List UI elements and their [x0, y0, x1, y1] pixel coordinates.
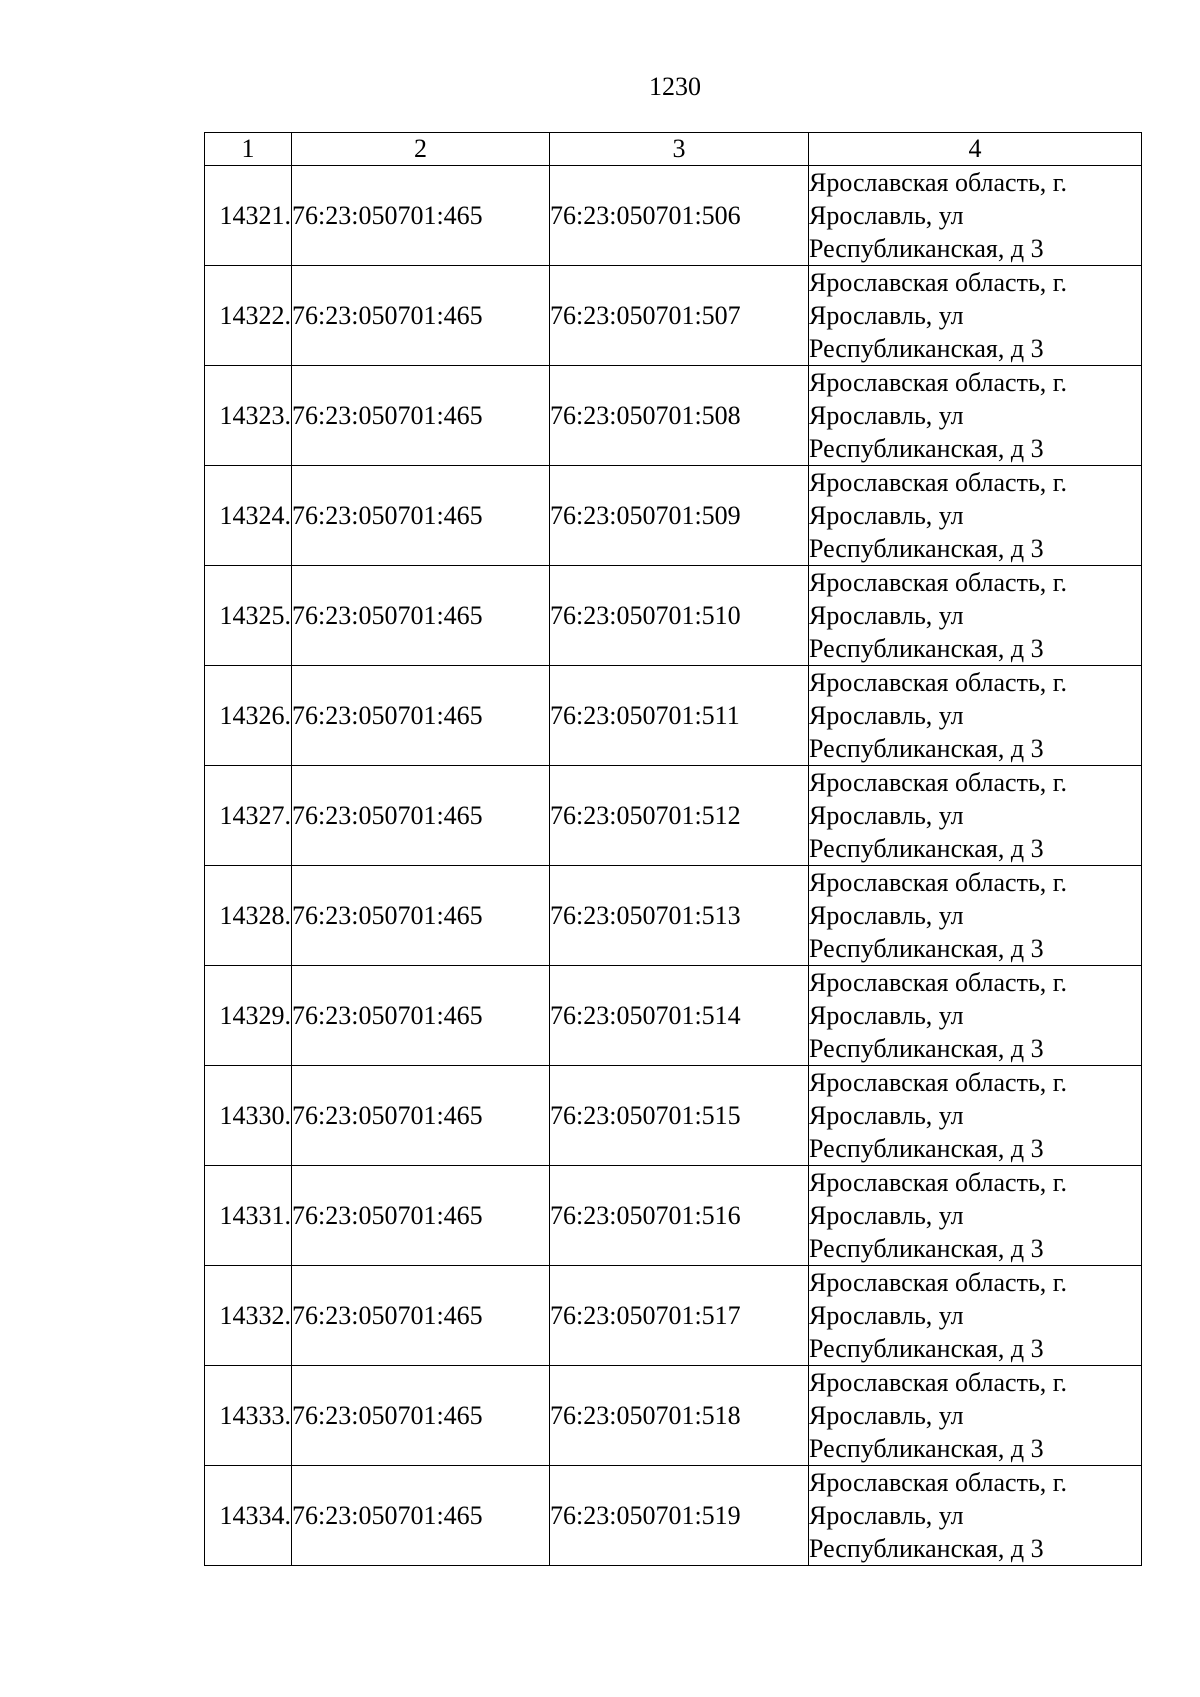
address-cell — [809, 866, 1142, 966]
cadastral-number: 76:23:050701:515 — [550, 1066, 809, 1166]
table-row — [205, 1066, 1142, 1166]
address-cell — [809, 266, 1142, 366]
cadastral-number: 76:23:050701:516 — [550, 1166, 809, 1266]
table-row — [205, 766, 1142, 866]
address-line: Ярославская область, г. — [809, 868, 1068, 897]
address-line: Республиканская, д 3 — [809, 934, 1044, 963]
address-cell — [809, 466, 1142, 566]
address-line: Республиканская, д 3 — [809, 534, 1044, 563]
header-row — [205, 133, 1142, 166]
row-number: 14321. — [205, 166, 292, 266]
parent-cadastral-number: 76:23:050701:465 — [292, 1166, 550, 1266]
address-line: Ярославская область, г. — [809, 1068, 1068, 1097]
address-line: Ярославль, ул — [809, 801, 964, 830]
parent-cadastral-number: 76:23:050701:465 — [292, 1366, 550, 1466]
address-cell — [809, 1066, 1142, 1166]
cadastral-number: 76:23:050701:514 — [550, 966, 809, 1066]
address-cell — [809, 966, 1142, 1066]
cadastral-number: 76:23:050701:507 — [550, 266, 809, 366]
address-line: Ярославская область, г. — [809, 1168, 1068, 1197]
row-number: 14324. — [205, 466, 292, 566]
cadastral-number: 76:23:050701:518 — [550, 1366, 809, 1466]
address-line: Республиканская, д 3 — [809, 834, 1044, 863]
table-body — [205, 166, 1142, 1566]
address-line: Ярославль, ул — [809, 401, 964, 430]
parent-cadastral-number: 76:23:050701:465 — [292, 1466, 550, 1566]
address-line: Республиканская, д 3 — [809, 334, 1044, 363]
cadastral-table — [204, 132, 1142, 1566]
parent-cadastral-number: 76:23:050701:465 — [292, 166, 550, 266]
parent-cadastral-number: 76:23:050701:465 — [292, 466, 550, 566]
address-line: Ярославская область, г. — [809, 1268, 1068, 1297]
address-line: Республиканская, д 3 — [809, 1234, 1044, 1263]
table-row — [205, 1466, 1142, 1566]
row-number: 14326. — [205, 666, 292, 766]
address-cell — [809, 1366, 1142, 1466]
table-row — [205, 366, 1142, 466]
parent-cadastral-number: 76:23:050701:465 — [292, 566, 550, 666]
address-line: Ярославль, ул — [809, 1501, 964, 1530]
cadastral-number: 76:23:050701:509 — [550, 466, 809, 566]
table-header — [205, 133, 1142, 166]
row-number: 14325. — [205, 566, 292, 666]
address-line: Ярославль, ул — [809, 201, 964, 230]
address-line: Ярославская область, г. — [809, 1368, 1068, 1397]
address-line: Республиканская, д 3 — [809, 734, 1044, 763]
table-row — [205, 266, 1142, 366]
address-line: Ярославль, ул — [809, 1101, 964, 1130]
address-line: Республиканская, д 3 — [809, 1534, 1044, 1563]
parent-cadastral-number: 76:23:050701:465 — [292, 966, 550, 1066]
table-row — [205, 466, 1142, 566]
row-number: 14334. — [205, 1466, 292, 1566]
row-number: 14331. — [205, 1166, 292, 1266]
address-cell — [809, 1466, 1142, 1566]
address-cell — [809, 766, 1142, 866]
address-line: Ярославская область, г. — [809, 668, 1068, 697]
row-number: 14323. — [205, 366, 292, 466]
page-number: 1230 — [649, 72, 701, 101]
cadastral-number: 76:23:050701:511 — [550, 666, 809, 766]
parent-cadastral-number: 76:23:050701:465 — [292, 866, 550, 966]
address-cell — [809, 1166, 1142, 1266]
address-line: Ярославская область, г. — [809, 1468, 1068, 1497]
address-line: Ярославль, ул — [809, 701, 964, 730]
address-cell — [809, 566, 1142, 666]
row-number: 14327. — [205, 766, 292, 866]
table-row — [205, 966, 1142, 1066]
address-line: Ярославль, ул — [809, 501, 964, 530]
parent-cadastral-number: 76:23:050701:465 — [292, 666, 550, 766]
cadastral-number: 76:23:050701:517 — [550, 1266, 809, 1366]
cadastral-number: 76:23:050701:512 — [550, 766, 809, 866]
address-line: Республиканская, д 3 — [809, 1134, 1044, 1163]
parent-cadastral-number: 76:23:050701:465 — [292, 1266, 550, 1366]
table-row — [205, 1366, 1142, 1466]
row-number: 14332. — [205, 1266, 292, 1366]
cadastral-number: 76:23:050701:513 — [550, 866, 809, 966]
table-row — [205, 1166, 1142, 1266]
address-line: Республиканская, д 3 — [809, 1034, 1044, 1063]
address-line: Ярославль, ул — [809, 1201, 964, 1230]
address-line: Ярославская область, г. — [809, 968, 1068, 997]
cadastral-number: 76:23:050701:508 — [550, 366, 809, 466]
address-line: Ярославская область, г. — [809, 568, 1068, 597]
address-line: Ярославская область, г. — [809, 468, 1068, 497]
address-line: Ярославская область, г. — [809, 168, 1068, 197]
table-row — [205, 866, 1142, 966]
address-cell — [809, 1266, 1142, 1366]
address-line: Ярославль, ул — [809, 901, 964, 930]
column-header-2: 2 — [292, 133, 550, 166]
address-line: Республиканская, д 3 — [809, 434, 1044, 463]
address-line: Ярославская область, г. — [809, 368, 1068, 397]
column-header-3: 3 — [550, 133, 809, 166]
row-number: 14322. — [205, 266, 292, 366]
address-line: Ярославская область, г. — [809, 268, 1068, 297]
address-line: Ярославль, ул — [809, 1301, 964, 1330]
address-line: Республиканская, д 3 — [809, 1434, 1044, 1463]
row-number: 14328. — [205, 866, 292, 966]
address-cell — [809, 366, 1142, 466]
parent-cadastral-number: 76:23:050701:465 — [292, 266, 550, 366]
address-line: Ярославль, ул — [809, 601, 964, 630]
address-line: Ярославская область, г. — [809, 768, 1068, 797]
cadastral-number: 76:23:050701:506 — [550, 166, 809, 266]
address-line: Ярославль, ул — [809, 1401, 964, 1430]
column-header-4: 4 — [809, 133, 1142, 166]
row-number: 14330. — [205, 1066, 292, 1166]
address-line: Ярославль, ул — [809, 301, 964, 330]
row-number: 14333. — [205, 1366, 292, 1466]
cadastral-number: 76:23:050701:519 — [550, 1466, 809, 1566]
parent-cadastral-number: 76:23:050701:465 — [292, 1066, 550, 1166]
table-row — [205, 566, 1142, 666]
table-row — [205, 1266, 1142, 1366]
parent-cadastral-number: 76:23:050701:465 — [292, 366, 550, 466]
row-number: 14329. — [205, 966, 292, 1066]
cadastral-number: 76:23:050701:510 — [550, 566, 809, 666]
address-line: Республиканская, д 3 — [809, 234, 1044, 263]
address-line: Республиканская, д 3 — [809, 634, 1044, 663]
address-line: Республиканская, д 3 — [809, 1334, 1044, 1363]
parent-cadastral-number: 76:23:050701:465 — [292, 766, 550, 866]
address-line: Ярославль, ул — [809, 1001, 964, 1030]
address-cell — [809, 166, 1142, 266]
table-row — [205, 666, 1142, 766]
address-cell — [809, 666, 1142, 766]
table-row — [205, 166, 1142, 266]
column-header-1: 1 — [205, 133, 292, 166]
